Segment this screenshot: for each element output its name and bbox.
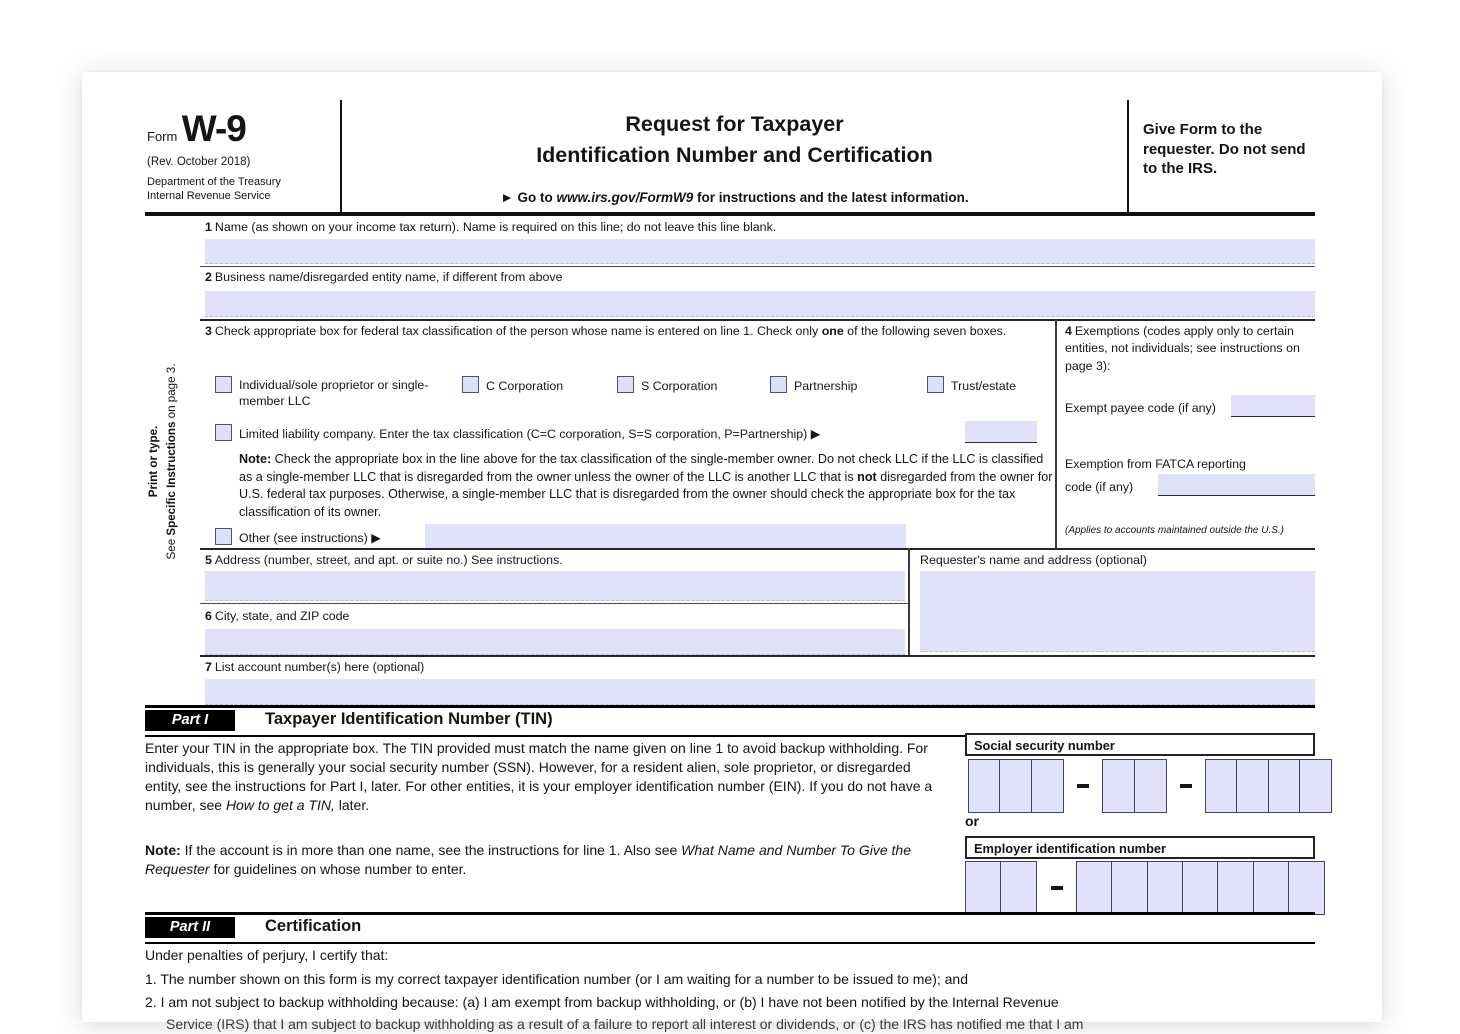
divider	[200, 319, 1315, 321]
tin-dash	[1077, 784, 1089, 789]
option-label-s-corporation: S Corporation	[641, 379, 718, 393]
print-or-type-sidebar	[145, 218, 200, 705]
llc-classification-input[interactable]	[965, 421, 1037, 443]
give-form-block	[1129, 100, 1315, 212]
tin-digit-input[interactable]	[999, 759, 1032, 813]
tin-digit-input[interactable]	[1253, 861, 1290, 915]
line3-label: 3 Check appropriate box for federal tax classification of the person whose name is entered on line 1. Check only one of the following seven boxes.	[205, 324, 1007, 338]
divider	[200, 266, 1315, 267]
option-label-c-corporation: C Corporation	[486, 379, 564, 393]
tin-digit-input[interactable]	[968, 759, 1001, 813]
form-title-block	[340, 100, 1129, 212]
part1-badge: Part I	[145, 710, 235, 731]
exempt-payee-label: Exempt payee code (if any)	[1065, 401, 1216, 415]
part1-note: Note: If the account is in more than one name, see the instructions for line 1. Also see What Name and Number To Give the Requester for guidelines on whose number to enter.	[145, 842, 911, 877]
tin-cell-group	[1102, 759, 1165, 813]
checkbox-c-corporation[interactable]	[462, 376, 479, 393]
line2-label: 2 Business name/disregarded entity name, if different from above	[205, 270, 563, 284]
other-classification-input[interactable]	[425, 524, 906, 550]
form-revision: (Rev. October 2018)	[147, 156, 251, 168]
fatca-label-line1: Exemption from FATCA reporting	[1065, 457, 1246, 471]
tin-digit-input[interactable]	[1217, 861, 1254, 915]
line6-label: 6 City, state, and ZIP code	[205, 609, 350, 623]
line3-note: Note: Check the appropriate box in the line above for the tax classification of the single-member owner. Do not check LLC if the LLC is classified as a single-member LLC that is disregarded from the owner unless the owner of the LLC is another LLC that is not disregarded from the owner for U.S. federal tax purposes. Otherwise, a single-member LLC that is disregarded from the owner should check the appropriate box for the tax classification of its owner.	[239, 452, 1053, 519]
llc-option-label: Limited liability company. Enter the tax classification (C=C corporation, S=S corporation, P=Partnership) ▶	[239, 427, 821, 441]
goto-suffix: for instructions and the latest information.	[693, 190, 969, 205]
divider	[200, 655, 1315, 657]
checkbox-trust-estate[interactable]	[927, 376, 944, 393]
fatca-label-line2: code (if any)	[1065, 480, 1134, 494]
line5-label: 5 Address (number, street, and apt. or suite no.) See instructions.	[205, 553, 563, 567]
divider	[908, 548, 910, 655]
tin-dash	[1180, 784, 1192, 789]
part1-title: Taxpayer Identification Number (TIN)	[265, 710, 553, 728]
tin-cell-group	[968, 759, 1062, 813]
line7-label: 7 List account number(s) here (optional)	[205, 660, 425, 674]
certification-item2: 2. I am not subject to backup withholding because: (a) I am exempt from backup withholding, or (b) I have not been notified by the Internal Revenue	[145, 994, 1059, 1010]
other-option-label: Other (see instructions) ▶	[239, 531, 381, 545]
part2-header-bar	[145, 912, 1315, 944]
form-title-line1: Request for Taxpayer	[625, 112, 844, 136]
business-name-input[interactable]	[205, 291, 1315, 317]
tin-digit-input[interactable]	[1076, 861, 1113, 915]
account-numbers-input[interactable]	[205, 679, 1315, 705]
address-input[interactable]	[205, 571, 905, 601]
checkbox-other[interactable]	[215, 528, 232, 545]
part1-paragraph: Enter your TIN in the appropriate box. The TIN provided must match the name given on line 1 to avoid backup withholding. For individuals, this is generally your social security number (SSN). However, for a resident alien, sole proprietor, or disregarded entity, see the instructions for Part I, later. For other entities, it is your employer identification number (EIN). If you do not have a number, see How to get a TIN, later.	[145, 740, 933, 813]
checkbox-partnership[interactable]	[770, 376, 787, 393]
option-label-individual: Individual/sole proprietor or single-member LLC	[239, 378, 429, 409]
city-state-zip-input[interactable]	[205, 629, 905, 655]
tin-digit-input[interactable]	[1236, 759, 1269, 813]
tin-digit-input[interactable]	[1299, 759, 1332, 813]
applies-note: (Applies to accounts maintained outside the U.S.)	[1065, 525, 1285, 536]
divider	[200, 548, 1315, 550]
sidebar-line1: Print or type.	[147, 425, 160, 498]
tin-cell-group	[1076, 861, 1324, 915]
form-word: Form	[147, 129, 178, 144]
requester-label: Requester's name and address (optional)	[920, 553, 1147, 567]
agency-line2: Internal Revenue Service	[147, 190, 271, 202]
tin-digit-input[interactable]	[1268, 759, 1301, 813]
checkbox-s-corporation[interactable]	[617, 376, 634, 393]
tin-cell-group	[1205, 759, 1331, 813]
goto-instructions	[500, 190, 968, 205]
certification-item1: 1. The number shown on this form is my correct taxpayer identification number (or I am waiting for a number to be issued to me); and	[145, 971, 969, 987]
fatca-code-input[interactable]	[1158, 474, 1315, 496]
form-number: W-9	[181, 108, 246, 149]
goto-arrow-icon: ► Go to	[500, 190, 557, 205]
form-title	[536, 109, 933, 171]
ssn-label-box: Social security number	[965, 733, 1315, 756]
name-input[interactable]	[205, 239, 1315, 264]
certification-item2-continued: Service (IRS) that I am subject to backup withholding as a result of a failure to report all interest or dividends, or (c) the IRS has notified me that I am	[166, 1016, 1084, 1032]
tin-digit-input[interactable]	[1288, 861, 1325, 915]
agency-line1: Department of the Treasury	[147, 176, 281, 188]
tin-digit-input[interactable]	[1205, 759, 1238, 813]
sidebar-line2: See Specific Instructions on page 3.	[164, 363, 178, 560]
form-id-block	[145, 100, 340, 212]
line4-label: 4 Exemptions (codes apply only to certain entities, not individuals; see instructions on page 3):	[1065, 324, 1300, 373]
exempt-payee-code-input[interactable]	[1231, 395, 1315, 417]
tin-digit-input[interactable]	[1147, 861, 1184, 915]
give-form-text: Give Form to the requester. Do not send to the IRS.	[1143, 121, 1306, 177]
print-or-type-rotated-text	[145, 218, 200, 705]
or-label: or	[965, 813, 979, 829]
goto-url[interactable]: www.irs.gov/FormW9	[556, 190, 694, 205]
form-title-line2: Identification Number and Certification	[536, 143, 933, 168]
tin-digit-input[interactable]	[965, 861, 1002, 915]
tin-digit-input[interactable]	[1134, 759, 1167, 813]
tin-digit-input[interactable]	[1111, 861, 1148, 915]
w9-form-page	[82, 72, 1382, 1032]
tin-cell-group	[965, 861, 1036, 915]
ein-label-box: Employer identification number	[965, 836, 1315, 859]
tin-digit-input[interactable]	[1182, 861, 1219, 915]
tin-dash	[1051, 886, 1063, 891]
divider	[1055, 319, 1057, 548]
checkbox-llc[interactable]	[215, 424, 232, 441]
part2-badge: Part II	[145, 917, 235, 938]
ssn-cells	[968, 759, 1331, 813]
option-label-trust-estate: Trust/estate	[951, 379, 1016, 393]
checkbox-individual-sole-proprietor[interactable]	[215, 376, 232, 393]
tin-digit-input[interactable]	[1031, 759, 1064, 813]
certification-intro: Under penalties of perjury, I certify that:	[145, 947, 389, 963]
tin-digit-input[interactable]	[1102, 759, 1135, 813]
divider	[200, 603, 908, 604]
ein-cells	[965, 861, 1324, 915]
option-label-partnership: Partnership	[794, 379, 858, 393]
part2-title: Certification	[265, 917, 362, 935]
line1-label: 1 Name (as shown on your income tax return). Name is required on this line; do not leave this line blank.	[205, 220, 777, 234]
tin-digit-input[interactable]	[1000, 861, 1037, 915]
requester-name-address-input[interactable]	[920, 571, 1315, 652]
form-header	[145, 100, 1315, 216]
